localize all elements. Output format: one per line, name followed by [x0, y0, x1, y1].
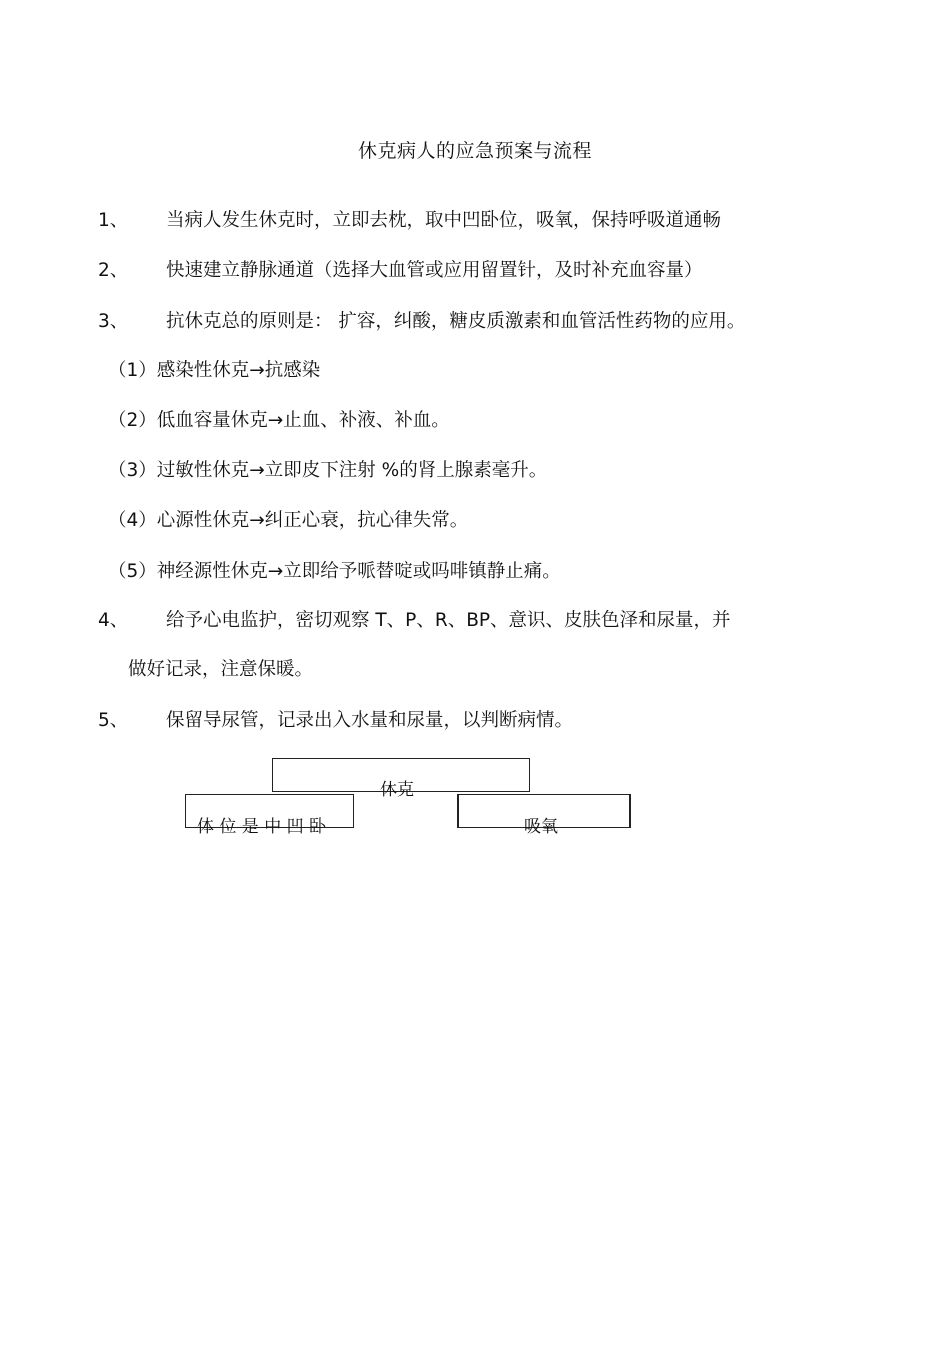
sub-item-5: （5）神经源性休克→立即给予哌替啶或吗啡镇静止痛。 [108, 561, 561, 582]
sub-item-3: （3）过敏性休克→立即皮下注射 %的肾上腺素毫升。 [108, 460, 548, 481]
item-text: 给予心电监护，密切观察 T、P、R、BP、意识、皮肤色泽和尿量，并 [166, 610, 731, 631]
sub-item-1: （1）感染性休克→抗感染 [108, 360, 321, 381]
item-text: 快速建立静脉通道（选择大血管或应用留置针，及时补充血容量） [166, 260, 703, 281]
item-number: 4、 [98, 610, 129, 631]
item-text: 当病人发生休克时，立即去枕，取中凹卧位，吸氧，保持呼吸道通畅 [166, 210, 722, 231]
item-number: 2、 [98, 260, 129, 281]
flow-label-position: 体 位 是 中 凹 卧 [197, 817, 327, 837]
item-text: 保留导尿管，记录出入水量和尿量，以判断病情。 [166, 710, 574, 731]
flow-label-oxygen: 吸氧 [524, 817, 558, 837]
item-number: 5、 [98, 710, 129, 731]
page-title: 休克病人的应急预案与流程 [357, 140, 592, 162]
sub-item-4: （4）心源性休克→纠正心衰，抗心律失常。 [108, 510, 469, 531]
item-number: 1、 [98, 210, 129, 231]
list-item-4-continuation: 做好记录，注意保暖。 [128, 659, 314, 680]
flow-label-shock: 休克 [380, 780, 414, 800]
item-number: 3、 [98, 311, 129, 332]
item-text: 抗休克总的原则是： 扩容，纠酸，糖皮质激素和血管活性药物的应用。 [166, 311, 746, 332]
sub-item-2: （2）低血容量休克→止血、补液、补血。 [108, 410, 450, 431]
